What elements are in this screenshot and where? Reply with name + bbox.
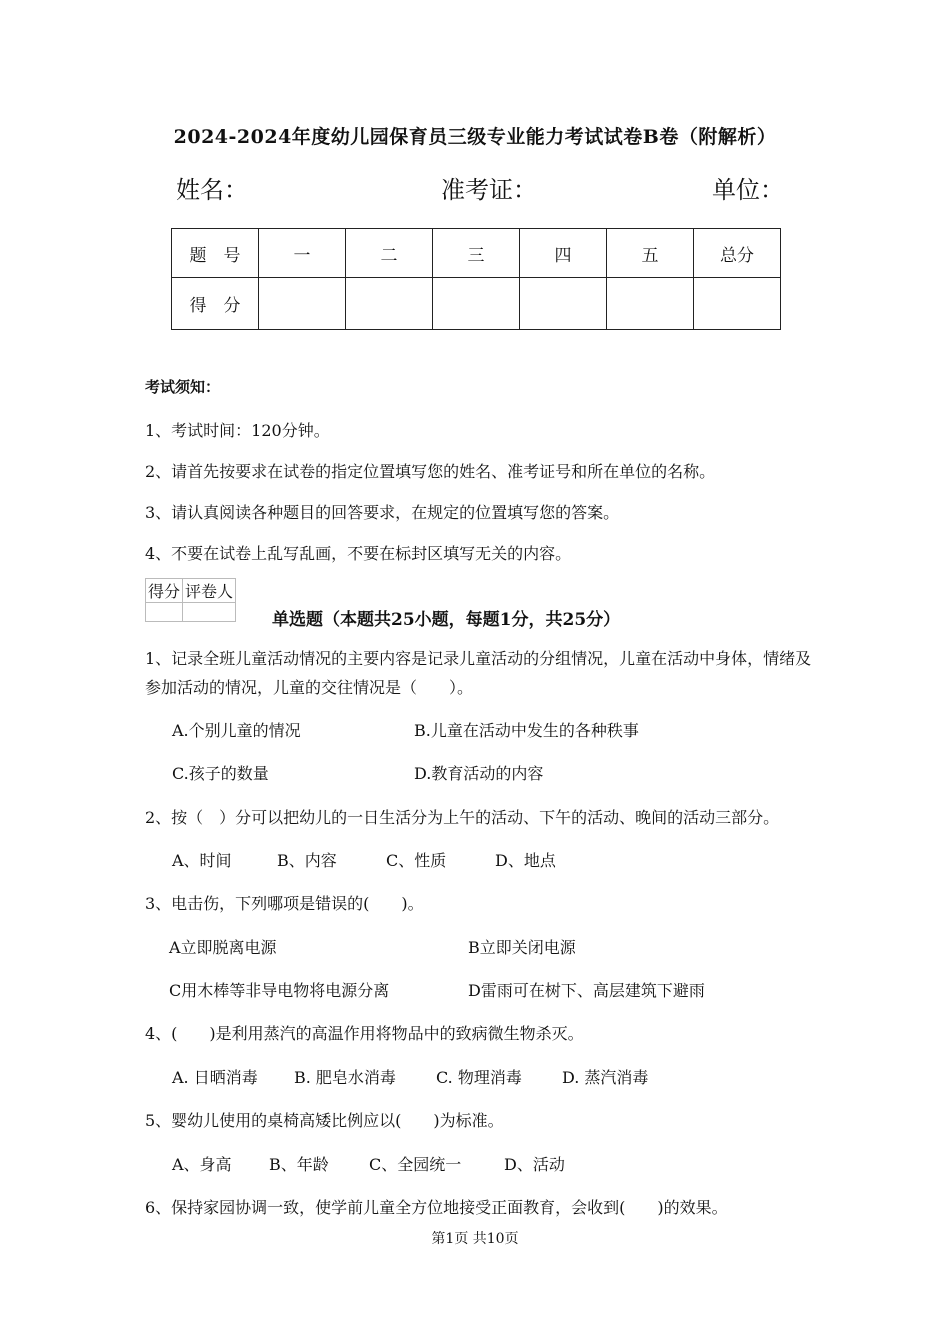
question-2: 2、按（ ）分可以把幼儿的一日生活分为上午的活动、下午的活动、晚间的活动三部分。 (145, 808, 780, 827)
q5-option-c[interactable]: C、全园统一 (369, 1155, 462, 1174)
score-cell[interactable] (694, 278, 781, 330)
score-cell[interactable] (520, 278, 607, 330)
score-header-cell: 一 (259, 229, 346, 278)
notice-item: 1、考试时间：120分钟。 (145, 421, 330, 440)
notice-item: 2、请首先按要求在试卷的指定位置填写您的姓名、准考证号和所在单位的名称。 (145, 462, 716, 481)
question-5: 5、婴幼儿使用的桌椅高矮比例应以( )为标准。 (145, 1111, 504, 1130)
score-header-cell: 四 (520, 229, 607, 278)
grader-reviewer-label: 评卷人 (183, 579, 236, 603)
q2-option-d[interactable]: D、地点 (495, 851, 556, 870)
q5-option-a[interactable]: A、身高 (172, 1155, 232, 1174)
notice-heading: 考试须知： (145, 378, 221, 396)
notice-item: 3、请认真阅读各种题目的回答要求，在规定的位置填写您的答案。 (145, 503, 620, 522)
score-header-cell: 二 (346, 229, 433, 278)
unit-label: 单位： (712, 176, 784, 204)
question-1: 1、记录全班儿童活动情况的主要内容是记录儿童活动的分组情况，儿童在活动中身体，情绪及参加活动的情况，儿童的交往情况是（ ）。 (145, 649, 812, 697)
score-header-cell: 五 (607, 229, 694, 278)
grader-box (145, 578, 236, 622)
q1-option-c[interactable]: C.孩子的数量 (172, 764, 269, 783)
question-4: 4、( )是利用蒸汽的高温作用将物品中的致病微生物杀灭。 (145, 1024, 584, 1043)
notice-item: 4、不要在试卷上乱写乱画，不要在标封区填写无关的内容。 (145, 544, 572, 563)
score-row-label: 得 分 (172, 278, 259, 330)
score-cell[interactable] (607, 278, 694, 330)
q1-option-a[interactable]: A.个别儿童的情况 (172, 721, 301, 740)
q2-option-b[interactable]: B、内容 (277, 851, 337, 870)
grader-score-cell[interactable] (146, 603, 183, 622)
score-cell[interactable] (433, 278, 520, 330)
q2-option-c[interactable]: C、性质 (386, 851, 447, 870)
name-label: 姓名： (176, 176, 248, 204)
grader-score-label: 得分 (146, 579, 183, 603)
q1-option-b[interactable]: B.儿童在活动中发生的各种秩事 (414, 721, 639, 740)
score-table-header-row (172, 229, 781, 278)
score-table-score-row (172, 278, 781, 330)
q3-option-d[interactable]: D雷雨可在树下、高层建筑下避雨 (468, 981, 705, 1000)
q4-option-b[interactable]: B. 肥皂水消毒 (294, 1068, 396, 1087)
question-3: 3、电击伤，下列哪项是错误的( )。 (145, 894, 424, 913)
section-title: 单选题（本题共25小题，每题1分，共25分） (272, 610, 621, 630)
score-cell[interactable] (259, 278, 346, 330)
q5-option-b[interactable]: B、年龄 (269, 1155, 329, 1174)
q2-option-a[interactable]: A、时间 (172, 851, 232, 870)
score-header-cell: 总分 (694, 229, 781, 278)
question-6: 6、保持家园协调一致，使学前儿童全方位地接受正面教育，会收到( )的效果。 (145, 1198, 728, 1217)
q5-option-d[interactable]: D、活动 (504, 1155, 565, 1174)
q3-option-b[interactable]: B立即关闭电源 (468, 938, 576, 957)
q4-option-a[interactable]: A. 日晒消毒 (172, 1068, 258, 1087)
score-cell[interactable] (346, 278, 433, 330)
q4-option-c[interactable]: C. 物理消毒 (436, 1068, 522, 1087)
page-title: 2024-2024年度幼儿园保育员三级专业能力考试试卷B卷（附解析） (173, 126, 777, 148)
q1-option-d[interactable]: D.教育活动的内容 (414, 764, 544, 783)
q4-option-d[interactable]: D. 蒸汽消毒 (562, 1068, 649, 1087)
score-table (171, 228, 781, 330)
grader-reviewer-cell[interactable] (183, 603, 236, 622)
q3-option-c[interactable]: C用木棒等非导电物将电源分离 (169, 981, 390, 1000)
ticket-label: 准考证： (441, 176, 537, 204)
score-header-cell: 题 号 (172, 229, 259, 278)
page-footer: 第1页 共10页 (431, 1231, 519, 1247)
q3-option-a[interactable]: A立即脱离电源 (169, 938, 277, 957)
score-header-cell: 三 (433, 229, 520, 278)
